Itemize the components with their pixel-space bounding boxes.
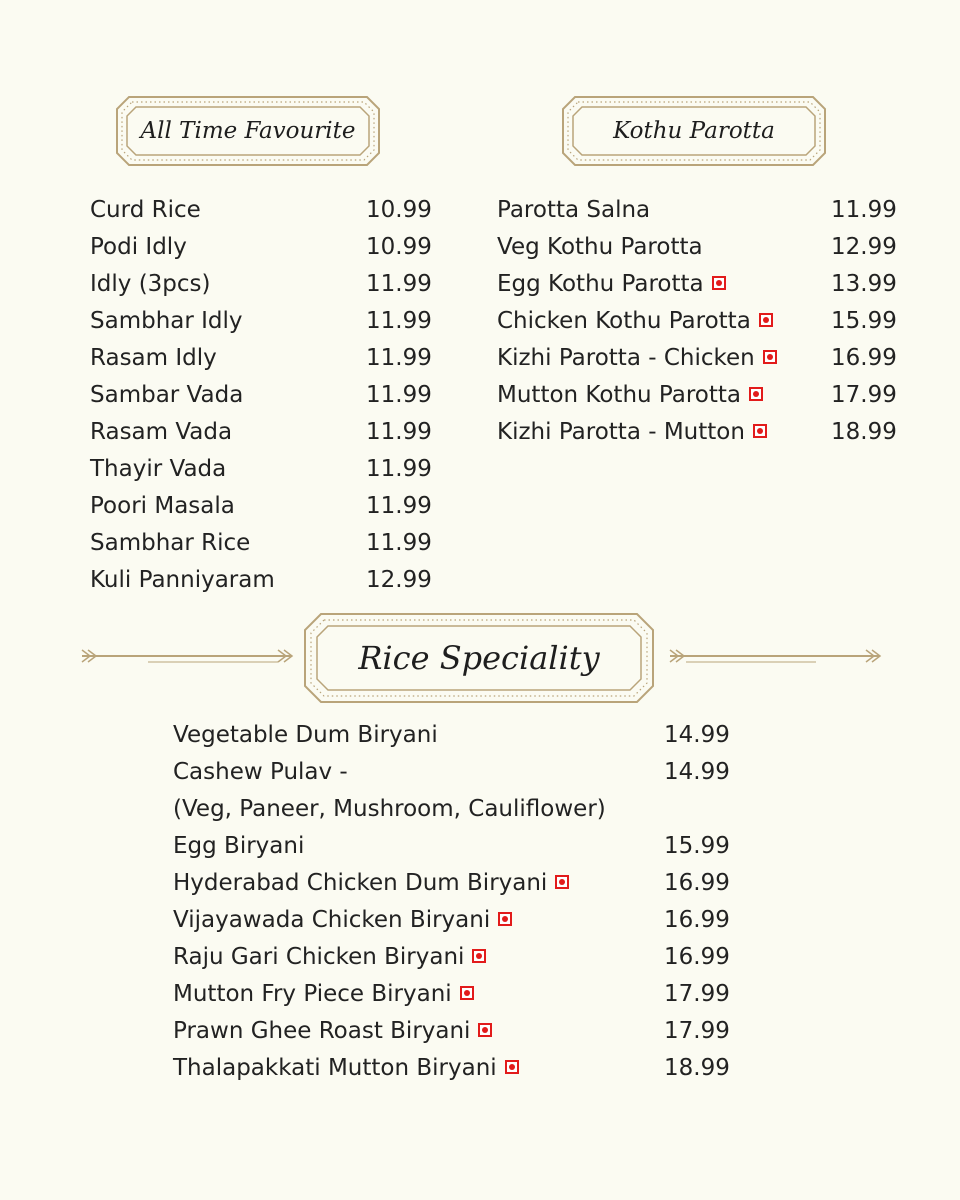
menu-item (90, 451, 430, 488)
item-name-text: Thalapakkati Mutton Biryani (173, 1055, 497, 1081)
item-name-text: (Veg, Paneer, Mushroom, Cauliflower) (173, 796, 606, 822)
item-name-text: Vijayawada Chicken Biryani (173, 907, 491, 933)
menu-item (90, 303, 430, 340)
item-name-text: Hyderabad Chicken Dum Biryani (173, 870, 548, 896)
item-price: 16.99 (664, 944, 730, 970)
menu-item (497, 303, 897, 340)
item-name (90, 303, 243, 340)
item-price: 10.99 (366, 234, 432, 260)
item-name (173, 865, 569, 902)
item-name (90, 340, 217, 377)
menu-item (90, 266, 430, 303)
item-price: 11.99 (366, 382, 432, 408)
item-name (497, 414, 767, 451)
item-name-text: Egg Kothu Parotta (497, 271, 704, 297)
item-price: 11.99 (366, 456, 432, 482)
item-name (497, 303, 773, 340)
item-name (173, 791, 606, 828)
item-name (90, 266, 211, 303)
kothu-list (497, 192, 897, 451)
item-name-text: Sambhar Idly (90, 308, 243, 334)
menu-item (173, 1013, 733, 1050)
item-name-text: Thayir Vada (90, 456, 227, 482)
item-name (90, 414, 232, 451)
item-price: 12.99 (831, 234, 897, 260)
rice-title-frame (303, 612, 655, 704)
menu-item (497, 229, 897, 266)
rice-title: Rice Speciality (358, 639, 600, 677)
item-name-text: Poori Masala (90, 493, 235, 519)
item-name (90, 562, 275, 599)
item-price: 10.99 (366, 197, 432, 223)
item-price: 11.99 (366, 419, 432, 445)
item-name-text: Mutton Kothu Parotta (497, 382, 741, 408)
nonveg-icon (498, 912, 512, 926)
menu-item (173, 828, 733, 865)
nonveg-icon (555, 875, 569, 889)
item-name-text: Rasam Vada (90, 419, 233, 445)
right-arrow-rule-icon (666, 646, 886, 666)
item-name (173, 1013, 492, 1050)
item-price: 11.99 (366, 308, 432, 334)
item-price: 15.99 (664, 833, 730, 859)
nonveg-icon (763, 350, 777, 364)
item-name-text: Vegetable Dum Biryani (173, 722, 438, 748)
item-name-text: Chicken Kothu Parotta (497, 308, 751, 334)
item-name-text: Idly (3pcs) (90, 271, 211, 297)
item-name-text: Curd Rice (90, 197, 201, 223)
menu-item (497, 414, 897, 451)
menu-item (173, 939, 733, 976)
item-price: 14.99 (664, 722, 730, 748)
nonveg-icon (712, 276, 726, 290)
rice-list (173, 717, 733, 1087)
item-name-text: Sambhar Rice (90, 530, 251, 556)
item-name (497, 340, 777, 377)
item-name (497, 229, 703, 266)
item-name (90, 229, 187, 266)
menu-item (497, 192, 897, 229)
item-price: 18.99 (831, 419, 897, 445)
item-price: 13.99 (831, 271, 897, 297)
item-name-text: Podi Idly (90, 234, 187, 260)
item-name-text: Cashew Pulav - (173, 759, 348, 785)
item-name (90, 525, 250, 562)
item-name (497, 377, 763, 414)
item-price: 11.99 (366, 493, 432, 519)
item-price: 14.99 (664, 759, 730, 785)
item-name (90, 192, 201, 229)
item-price: 17.99 (664, 1018, 730, 1044)
item-price: 16.99 (664, 907, 730, 933)
item-name (90, 488, 235, 525)
menu-item (173, 717, 733, 754)
menu-item (90, 414, 430, 451)
item-price: 15.99 (831, 308, 897, 334)
item-price: 17.99 (664, 981, 730, 1007)
menu-item (90, 377, 430, 414)
menu-item (497, 266, 897, 303)
nonveg-icon (505, 1060, 519, 1074)
item-name-text: Kizhi Parotta - Chicken (497, 345, 755, 371)
kothu-title-frame (561, 95, 827, 167)
menu-item (497, 340, 897, 377)
item-name-text: Mutton Fry Piece Biryani (173, 981, 452, 1007)
left-arrow-rule-icon (78, 646, 298, 666)
menu-item (90, 192, 430, 229)
item-price: 11.99 (366, 530, 432, 556)
menu-item (90, 229, 430, 266)
menu-item (173, 865, 733, 902)
kothu-title: Kothu Parotta (613, 118, 775, 144)
item-name (173, 828, 304, 865)
menu-item (90, 525, 430, 562)
item-name (173, 939, 486, 976)
item-price: 12.99 (366, 567, 432, 593)
item-name (173, 1050, 519, 1087)
menu-item (90, 340, 430, 377)
item-name-text: Parotta Salna (497, 197, 651, 223)
item-name (497, 192, 650, 229)
item-name (90, 451, 226, 488)
menu-item (173, 902, 733, 939)
item-name (90, 377, 243, 414)
menu-item (173, 976, 733, 1013)
menu-item (90, 488, 430, 525)
favourite-list (90, 192, 430, 599)
menu-item (173, 754, 733, 791)
nonveg-icon (478, 1023, 492, 1037)
nonveg-icon (749, 387, 763, 401)
item-name-text: Prawn Ghee Roast Biryani (173, 1018, 471, 1044)
nonveg-icon (759, 313, 773, 327)
item-name (497, 266, 726, 303)
item-price: 11.99 (831, 197, 897, 223)
favourite-title: All Time Favourite (140, 118, 356, 144)
item-price: 16.99 (831, 345, 897, 371)
item-name-text: Rasam Idly (90, 345, 217, 371)
menu-item (173, 1050, 733, 1087)
item-name-text: Kizhi Parotta - Mutton (497, 419, 745, 445)
nonveg-icon (753, 424, 767, 438)
nonveg-icon (472, 949, 486, 963)
item-name (173, 902, 512, 939)
item-name (173, 976, 474, 1013)
item-name-text: Egg Biryani (173, 833, 305, 859)
favourite-title-frame (115, 95, 381, 167)
item-price: 11.99 (366, 345, 432, 371)
item-name-text: Veg Kothu Parotta (497, 234, 703, 260)
item-name-text: Kuli Panniyaram (90, 567, 275, 593)
menu-item (173, 791, 733, 828)
menu-item (90, 562, 430, 599)
item-name-text: Sambar Vada (90, 382, 244, 408)
item-name (173, 717, 438, 754)
item-price: 16.99 (664, 870, 730, 896)
nonveg-icon (460, 986, 474, 1000)
item-price: 11.99 (366, 271, 432, 297)
item-name (173, 754, 348, 791)
item-price: 17.99 (831, 382, 897, 408)
menu-item (497, 377, 897, 414)
item-name-text: Raju Gari Chicken Biryani (173, 944, 465, 970)
item-price: 18.99 (664, 1055, 730, 1081)
